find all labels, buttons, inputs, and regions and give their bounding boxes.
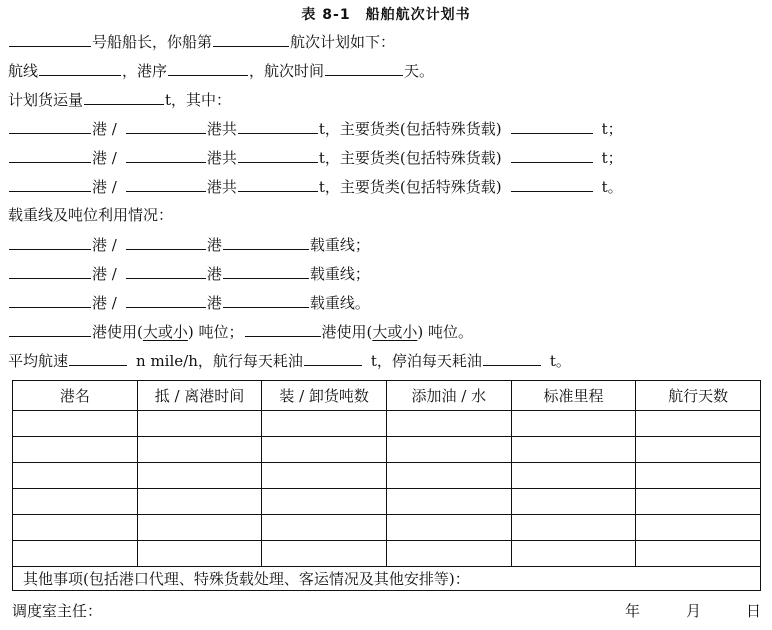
table-cell[interactable] [262,437,387,463]
cargo-row-text-b: 港共 [206,149,237,167]
cargo-plan-text-2: t，其中： [165,91,232,109]
loadline-blank[interactable] [223,233,309,250]
main-cargo-blank[interactable] [511,146,593,163]
cargo-row-text-b: 港共 [206,178,237,196]
cargo-plan-text-1: 计划货运量 [8,91,84,109]
table-cell[interactable] [636,515,761,541]
table-row [13,515,761,541]
cargo-row-text-a: 港 / [92,149,117,167]
speed-text-3: t，停泊每天耗油 [370,352,482,370]
from-port-blank[interactable] [9,117,91,134]
signer-label: 调度室主任： [12,602,103,620]
speed-text-2: n mile/h，航行每天耗油 [136,352,303,370]
berth-fuel-blank[interactable] [483,349,541,366]
cargo-row-1 [8,117,623,139]
route-text-2: ，港序 [122,62,168,80]
loadline-blank[interactable] [223,262,309,279]
intro-text-2: 航次计划如下： [290,33,396,51]
table-cell[interactable] [13,411,138,437]
loadline-text-b: 港 [206,236,222,254]
cargo-row-3 [8,175,623,197]
loadline-text-a: 港 / [92,294,117,312]
size-choice-1: 大或小 [142,323,188,341]
table-row [13,463,761,489]
cargo-row-text-d: t； [601,120,623,138]
main-cargo-blank[interactable] [511,175,593,192]
table-cell[interactable] [137,437,262,463]
voyage-days-blank[interactable] [325,59,403,76]
table-cell[interactable] [636,437,761,463]
cargo-row-text-a: 港 / [92,178,117,196]
table-cell[interactable] [13,463,138,489]
to-port-blank[interactable] [126,146,206,163]
loadline-text-a: 港 / [92,265,117,283]
table-cell[interactable] [386,411,511,437]
speed-line [8,349,571,371]
date-month: 月 [686,602,702,620]
cargo-row-text-c: t，主要货类(包括特殊货载) [318,149,502,167]
loadline-text-b: 港 [206,265,222,283]
col-sailing-days: 航行天数 [636,381,761,411]
voyage-number-blank[interactable] [213,30,289,47]
table-cell[interactable] [511,489,636,515]
sailing-fuel-blank[interactable] [304,349,362,366]
col-standard-distance: 标准里程 [511,381,636,411]
table-cell[interactable] [13,437,138,463]
main-cargo-blank[interactable] [511,117,593,134]
table-cell[interactable] [511,541,636,567]
speed-text-1: 平均航速 [8,352,69,370]
from-port-blank[interactable] [9,291,91,308]
table-cell[interactable] [137,411,262,437]
loadline-row-2 [8,262,370,284]
cargo-row-text-c: t，主要货类(包括特殊货载) [318,178,502,196]
loadline-text-c: 载重线； [309,236,370,254]
table-cell[interactable] [262,515,387,541]
port-order-blank[interactable] [168,59,248,76]
from-port-blank[interactable] [9,233,91,250]
table-cell[interactable] [511,437,636,463]
to-port-blank[interactable] [126,233,206,250]
table-cell[interactable] [386,437,511,463]
table-row [13,489,761,515]
loadline-text-c: 载重线； [309,265,370,283]
speed-text-4: t。 [549,352,571,370]
table-cell[interactable] [137,489,262,515]
tonnage-text-4: 港使用( [321,323,373,341]
port-b-blank[interactable] [245,320,321,337]
table-cell[interactable] [511,411,636,437]
loadline-row-3 [8,291,370,313]
table-cell[interactable] [137,541,262,567]
planned-cargo-blank[interactable] [84,88,164,105]
table-cell[interactable] [262,463,387,489]
table-cell[interactable] [262,411,387,437]
table-cell[interactable] [262,541,387,567]
col-fuel-water: 添加油 / 水 [386,381,511,411]
port-schedule-table [12,380,761,591]
loadline-text-c: 载重线。 [309,294,370,312]
to-port-blank[interactable] [126,175,206,192]
table-cell[interactable] [386,541,511,567]
from-port-blank[interactable] [9,146,91,163]
date-day: 日 [746,602,762,620]
table-cell[interactable] [386,489,511,515]
tonnage-text-6: ) 吨位。 [417,323,473,341]
table-cell[interactable] [636,411,761,437]
page-title: 表 8-1 船舶航次计划书 [301,7,471,23]
table-cell[interactable] [636,541,761,567]
intro-line [8,30,395,52]
tonnage-line [8,320,473,342]
cargo-row-text-d: t。 [601,178,623,196]
table-cell[interactable] [636,463,761,489]
table-header-row [13,381,761,411]
table-cell[interactable] [262,489,387,515]
intro-text-1: 号船船长，你船第 [92,33,213,51]
col-load-unload: 装 / 卸货吨数 [262,381,387,411]
route-text-1: 航线 [8,62,39,80]
table-cell[interactable] [13,515,138,541]
tonnage-blank[interactable] [238,146,318,163]
cargo-row-text-d: t； [601,149,623,167]
to-port-blank[interactable] [126,117,206,134]
loadline-blank[interactable] [223,291,309,308]
table-row [13,541,761,567]
table-row [13,437,761,463]
route-blank[interactable] [39,59,121,76]
date-year: 年 [625,602,641,620]
loadline-text-b: 港 [206,294,222,312]
cargo-row-text-b: 港共 [206,120,237,138]
table-cell[interactable] [386,463,511,489]
to-port-blank[interactable] [126,262,206,279]
from-port-blank[interactable] [9,262,91,279]
to-port-blank[interactable] [126,291,206,308]
tonnage-text-1: 港使用( [92,323,143,341]
size-choice-2: 大或小 [372,323,418,341]
table-row [13,411,761,437]
avg-speed-blank[interactable] [69,349,127,366]
table-cell[interactable] [511,515,636,541]
route-line [8,59,434,81]
tonnage-blank[interactable] [238,175,318,192]
table-cell[interactable] [511,463,636,489]
tonnage-blank[interactable] [238,117,318,134]
port-a-blank[interactable] [9,320,91,337]
table-cell[interactable] [13,489,138,515]
ship-name-blank[interactable] [9,30,91,47]
route-text-4: 天。 [404,62,435,80]
other-matters-row [13,567,761,591]
table-cell[interactable] [636,489,761,515]
cargo-plan-line [8,88,231,110]
cargo-row-2 [8,146,623,168]
loadline-row-1 [8,233,370,255]
col-arrival-departure: 抵 / 离港时间 [137,381,262,411]
from-port-blank[interactable] [9,175,91,192]
cargo-row-text-a: 港 / [92,120,117,138]
tonnage-text-3: ) 吨位； [187,323,244,341]
loadline-heading: 载重线及吨位利用情况： [8,206,174,224]
table-cell[interactable] [13,541,138,567]
route-text-3: ，航次时间 [249,62,325,80]
other-matters-cell[interactable]: 其他事项(包括港口代理、特殊货载处理、客运情况及其他安排等)： [13,567,761,591]
table-cell[interactable] [137,515,262,541]
table-cell[interactable] [386,515,511,541]
loadline-text-a: 港 / [92,236,117,254]
col-port-name: 港名 [13,381,138,411]
table-cell[interactable] [137,463,262,489]
cargo-row-text-c: t，主要货类(包括特殊货载) [318,120,502,138]
